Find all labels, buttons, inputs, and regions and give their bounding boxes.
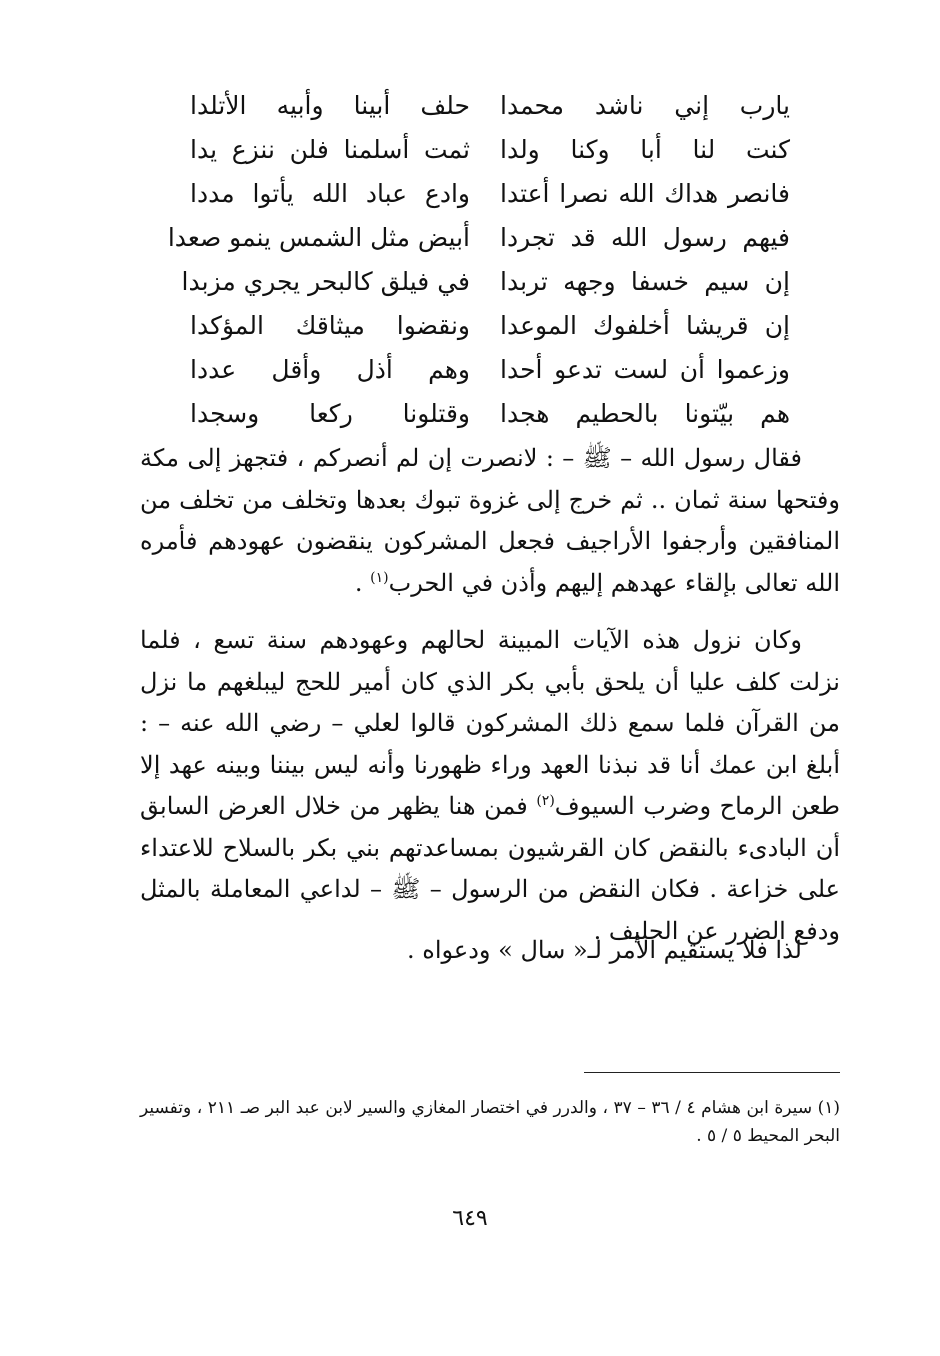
page-number: ٦٤٩ [452, 1206, 488, 1231]
footnote-ref-2[interactable]: (٢) [536, 793, 555, 809]
verse-first-hemistich: فانصر هداك الله نصرا أعتدا [500, 179, 790, 208]
verse-second-hemistich: وهم أذل وأقل عددا [190, 355, 470, 384]
verse-second-hemistich: في فيلق كالبحر يجري مزبدا [181, 267, 470, 296]
footnote: (١) سيرة ابن هشام ٤ / ٣٦ – ٣٧ ، والدرر في اختصار المغازي والسير لابن عبد البر صـ ٢١١ ، وتفسير البحر المحيط ٥ / ٥ . [140, 1098, 841, 1146]
paragraph-3-text: لذا فلا يستقيم الأمر لـ« سال » ودعواه . [407, 936, 802, 964]
verse-second-hemistich: ونقضوا ميثاقك المؤكدا [190, 311, 470, 340]
verse-first-hemistich: كنت لنا أبا وكنا ولدا [500, 135, 790, 164]
verse-first-hemistich: يارب إني ناشد محمدا [500, 91, 790, 120]
verse-second-hemistich: وادع عباد الله يأتوا مددا [190, 179, 470, 208]
verse [167, 218, 790, 262]
footnote-divider [584, 1072, 840, 1073]
verse [190, 306, 790, 350]
verse [190, 130, 790, 174]
paragraph-1-end: . [354, 568, 371, 597]
verse-second-hemistich: أبيض مثل الشمس ينمو صعدا [167, 223, 470, 252]
paragraph-3 [140, 930, 840, 972]
verse [190, 350, 790, 394]
verse-second-hemistich: ثمت أسلمنا فلن ننزع يدا [190, 135, 470, 164]
verse-first-hemistich: هم بيّتونا بالحطيم هجدا [500, 399, 790, 428]
verse [190, 86, 790, 130]
footnote-ref-1[interactable]: (١) [370, 569, 389, 586]
verse [181, 262, 790, 306]
verse-second-hemistich: حلف أبينا وأبيه الأتلدا [190, 91, 470, 120]
verse [190, 174, 790, 218]
poem [167, 86, 790, 438]
verse-first-hemistich: إن سيم خسفا وجهه تربدا [500, 267, 790, 296]
verse-first-hemistich: وزعموا أن لست تدعو أحدا [500, 355, 790, 384]
verse [190, 394, 790, 438]
paragraph-2 [140, 620, 840, 952]
paragraph-2-text-b: فمن هنا يظهر من خلال العرض السابق أن البادىء بالنقض كان القرشيون بمساعدتهم بني بكر بالسلاح للاعتداء على خزاعة . فكان النقض من الرسول – ﷺ – لداعي المعاملة بالمثل ودفع الضرر عن الحليف . [140, 792, 840, 945]
paragraph-1-text: فقال رسول الله – ﷺ – : لانصرت إن لم أنصركم ، فتجهز إلى مكة وفتحها سنة ثمان .. ثم خرج إلى غزوة تبوك بعدها وتخلف من تخلف من المنافقين وأرجفوا الأراجيف فجعل المشركون ينقضون عهودهم فأمره الله تعالى بإلقاء عهدهم إليهم وأذن في الحرب [140, 444, 840, 597]
paragraph-1 [140, 438, 840, 604]
verse-first-hemistich: إن قريشا أخلفوك الموعدا [500, 311, 790, 340]
paragraph-2-text-a: وكان نزول هذه الآيات المبينة لحالهم وعهودهم سنة تسع ، فلما نزلت كلف عليا أن يلحق بأبي بكر الذي كان أمير للحج ليبلغهم ما نزل من القرآن فلما سمع ذلك المشركون قالوا لعلي – رضي الله عنه – : أبلغ ابن عمك أنا قد نبذنا العهد وراء ظهورنا وأنه ليس بيننا وبينه عهد إلا طعن الرماح وضرب السيوف [140, 626, 840, 820]
verse-first-hemistich: فيهم رسول الله قد تجردا [500, 223, 790, 252]
verse-second-hemistich: وقتلونا ركعا وسجدا [190, 399, 470, 428]
